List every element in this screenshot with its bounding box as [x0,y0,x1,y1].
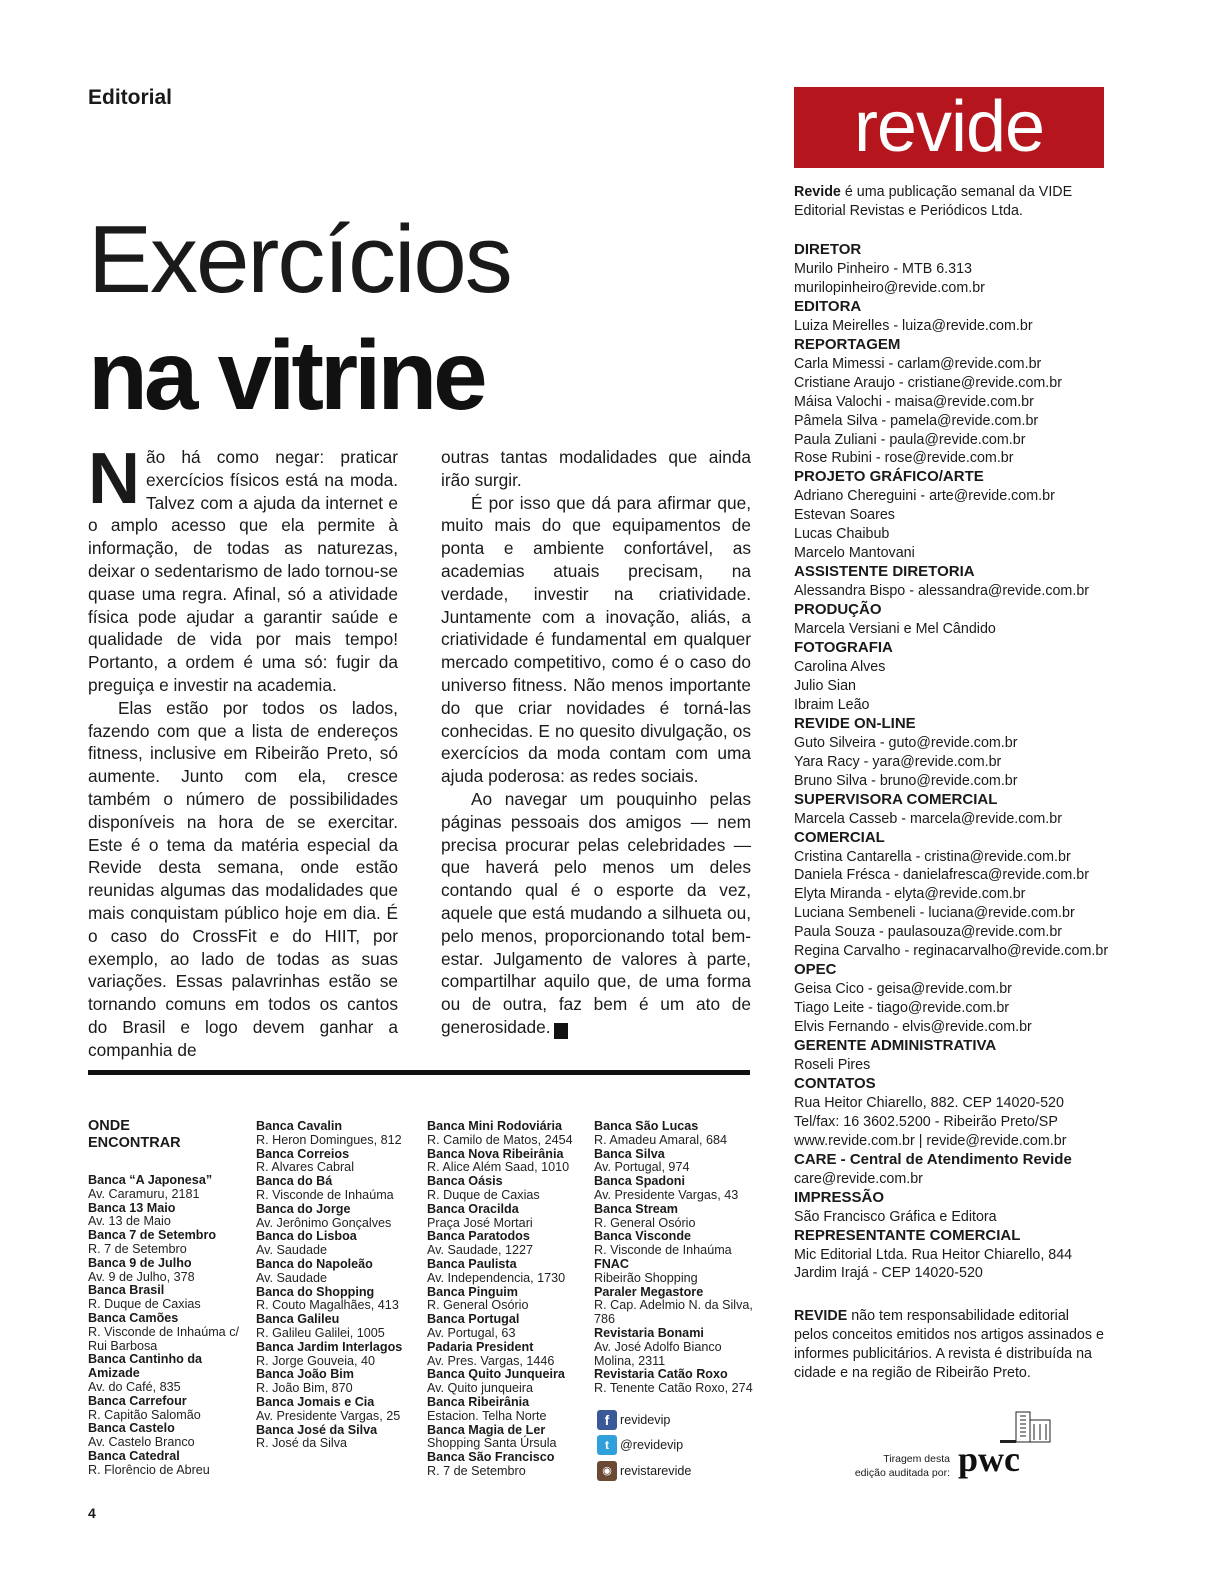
section-divider [88,1070,750,1075]
newsstand-item [88,1422,248,1450]
credit-heading: IMPRESSÃO [794,1188,885,1206]
newsstand-item [427,1120,592,1148]
newsstand-name: Banca Paulista [427,1256,517,1271]
newsstand-item [427,1396,592,1424]
newsstand-name: Banca Brasil [88,1283,165,1298]
newsstand-address: R. Duque de Caxias [427,1187,540,1202]
newsstand-item [594,1230,754,1258]
newsstand-name: Banca “A Japonesa” [88,1173,213,1187]
credit-heading: OPEC [794,961,837,979]
disclaimer-text: não tem responsabilidade editorial pelos conceitos emitidos nos artigos assinados e informes publicitários. A revista é distribuída na cidade e na região de Ribeirão Preto. [794,1308,1104,1381]
newsstand-item [256,1120,416,1148]
newsstand-item [427,1203,592,1231]
article-column-2 [441,446,751,1039]
section-label: Editorial [88,86,173,109]
newsstand-address: Praça José Mortari [427,1215,533,1230]
newsstand-name: Paraler Megastore [594,1284,704,1299]
newsstand-name: Banca São Lucas [594,1119,699,1133]
credit-line: Tiago Leite - tiago@revide.com.br [794,1000,1010,1017]
newsstand-address: Av. Castelo Branco [88,1435,195,1450]
newsstand-name: Banca Portugal [427,1312,520,1327]
newsstand-address: Av. 13 de Maio [88,1214,171,1229]
credit-heading: EDITORA [794,297,862,315]
newsstand-item [256,1368,416,1396]
newsstand-address: Av. José Adolfo Bianco Molina, 2311 [594,1339,722,1368]
newsstand-name: Padaria President [427,1339,534,1354]
newsstand-item [88,1229,248,1257]
credit-line: Rose Rubini - rose@revide.com.br [794,450,1014,467]
newsstand-address: Av. Quito junqueira [427,1381,533,1396]
article-paragraph [88,439,398,697]
newsstand-item [427,1286,592,1314]
newsstand-address: R. Alvares Cabral [256,1160,354,1175]
credit-line: care@revide.com.br [794,1170,923,1187]
newsstand-item [88,1395,248,1423]
credit-line: Murilo Pinheiro - MTB 6.313 [794,260,972,277]
credit-line: Alessandra Bispo - alessandra@revide.com.br [794,583,1090,600]
intro-text: é uma publicação semanal da VIDE Editorial Revistas e Periódicos Ltda. [794,184,1073,219]
newsstand-name: Banca 13 Maio [88,1200,176,1215]
credit-line: Elvis Fernando - elvis@revide.com.br [794,1019,1032,1036]
credit-line: Carla Mimessi - carlam@revide.com.br [794,355,1042,372]
newsstand-address: R. Amadeu Amaral, 684 [594,1132,728,1147]
newsstand-name: Banca José da Silva [256,1422,378,1437]
newsstand-item [427,1175,592,1203]
newsstand-address: R. José da Silva [256,1436,347,1451]
credit-line: Marcela Casseb - marcela@revide.com.br [794,810,1062,827]
newsstand-address: R. Galileu Galilei, 1005 [256,1325,385,1340]
newsstand-item [88,1450,248,1478]
newsstand-address: R. Couto Magalhães, 413 [256,1298,399,1313]
facebook-link[interactable] [597,1410,670,1430]
credit-line: Luiza Meirelles - luiza@revide.com.br [794,317,1033,334]
newsstand-item [88,1353,248,1394]
credit-line: Paula Zuliani - paula@revide.com.br [794,431,1026,448]
newsstand-name: Banca Stream [594,1201,678,1216]
credit-line: Marcelo Mantovani [794,545,915,562]
newsstand-name: Banca do Jorge [256,1201,351,1216]
newsstand-address: R. Jorge Gouveia, 40 [256,1353,376,1368]
newsstand-address: Av. Caramuru, 2181 [88,1186,200,1201]
newsstand-name: Banca 9 de Julho [88,1255,192,1270]
newsstand-item [88,1284,248,1312]
twitter-icon: t [597,1435,617,1455]
newsstand-name: Banca Visconde [594,1229,692,1244]
credit-line: Cristiane Araujo - cristiane@revide.com.br [794,374,1062,391]
disclaimer-brand: REVIDE [794,1308,848,1324]
headline-line-1: Exercícios [88,206,511,313]
newsstand-address: R. Tenente Catão Roxo, 274 [594,1381,753,1396]
newsstand-name: Banca Carrefour [88,1393,187,1408]
newsstand-address: Av. 9 de Julho, 378 [88,1269,195,1284]
newsstand-name: Banca Magia de Ler [427,1422,546,1437]
article-paragraph: Elas estão por todos os lados, fazendo com que a lista de endereços fitness, inclusive em Ribeirão Preto, só aumente. Junto com ela, cresce também o número de possibilidades disponíveis na hora de se exercitar. Este é o tema da matéria especial da Revide desta semana, onde estão reunidas algumas das modalidades que mais conquistam público hoje em dia. É o caso do CrossFit e do HIIT, por exemplo, ao lado de todas as suas variações. Essas palavrinhas estão se tornando comuns em todos os cantos do Brasil e logo devem ganhar a companhia de [88,697,398,1060]
newsstand-item [427,1424,592,1452]
newsstand-item [88,1202,248,1230]
heading-line: ONDE [88,1118,130,1134]
newsstand-item [594,1203,754,1231]
newsstand-item [88,1257,248,1285]
newsstand-address: R. Capitão Salomão [88,1407,201,1422]
article-paragraph: outras tantas modalidades que ainda irão surgir. [441,447,751,490]
credit-line: Mic Editorial Ltda. Rua Heitor Chiarello, 844 [794,1246,1073,1263]
newsstand-address: Av. Portugal, 63 [427,1325,516,1340]
newsstand-address: Ribeirão Shopping [594,1270,698,1285]
newsstand-address: Av. Presidente Vargas, 43 [594,1187,739,1202]
credit-line: Yara Racy - yara@revide.com.br [794,753,1002,770]
newsstand-name: Revistaria Catão Roxo [594,1367,728,1382]
credit-line: Daniela Frésca - danielafresca@revide.com.br [794,867,1090,884]
newsstand-name: Banca Ribeirânia [427,1394,530,1409]
credit-line: Cristina Cantarella - cristina@revide.com.br [794,848,1071,865]
newsstand-item [256,1286,416,1314]
newsstand-item [88,1312,248,1353]
newsstand-address: Av. Saudade, 1227 [427,1243,533,1258]
credit-heading: SUPERVISORA COMERCIAL [794,790,998,808]
credit-line: Bruno Silva - bruno@revide.com.br [794,772,1018,789]
drop-cap: N [88,439,140,519]
twitter-link[interactable] [597,1435,683,1455]
newsstand-name: Banca Oásis [427,1174,503,1189]
newsstand-item [256,1424,416,1452]
credit-heading: REPRESENTANTE COMERCIAL [794,1226,1021,1244]
credit-heading: CONTATOS [794,1074,876,1092]
credit-line: São Francisco Gráfica e Editora [794,1208,997,1225]
newsstand-address: R. Heron Domingues, 812 [256,1132,402,1147]
disclaimer [794,1307,1106,1383]
newsstand-name: Banca do Shopping [256,1284,375,1299]
newsstand-name: Banca do Napoleão [256,1256,373,1271]
credit-heading: PROJETO GRÁFICO/ARTE [794,468,984,486]
newsstand-address: Av. Jerônimo Gonçalves [256,1215,392,1230]
newsstand-item [594,1327,754,1368]
paragraph-text: ão há como negar: praticar exercícios físicos está na moda. Talvez com a ajuda da internet e o amplo acesso que ela permite à informação, de todas as naturezas, deixar o sedentarismo de lado tornou-se quase uma regra. Afinal, só a atividade física pode ajudar a garantir saúde e qualidade de vida por mais tempo! Portanto, a ordem é uma só: fugir da preguiça e investir na academia. [88,447,398,695]
newsstand-name: Banca Quito Junqueira [427,1367,565,1382]
newsstand-name: Banca João Bim [256,1367,354,1382]
newsstand-address: Av. Presidente Vargas, 25 [256,1408,401,1423]
newsstand-address: R. 7 de Setembro [88,1241,187,1256]
where-to-find-heading [88,1118,181,1152]
credit-heading: REPORTAGEM [794,335,901,353]
credit-line: Jardim Irajá - CEP 14020-520 [794,1265,983,1282]
audit-line: edição auditada por: [854,1467,950,1479]
newsstand-list-4 [594,1120,754,1396]
newsstand-name: Banca do Bá [256,1174,333,1189]
heading-line: ENCONTRAR [88,1135,181,1151]
credit-line: Pâmela Silva - pamela@revide.com.br [794,412,1039,429]
newsstand-item [427,1451,592,1479]
newsstand-address: R. 7 de Setembro [427,1463,526,1478]
credit-line: Geisa Cico - geisa@revide.com.br [794,981,1012,998]
end-mark-icon: r [554,1023,568,1039]
pwc-logo [956,1410,1056,1485]
newsstand-item [427,1368,592,1396]
newsstand-name: Banca Cantinho da Amizade [88,1352,203,1381]
credit-line: Ibraim Leão [794,696,870,713]
credit-line: Guto Silveira - guto@revide.com.br [794,734,1018,751]
newsstand-name: Banca Silva [594,1146,665,1161]
newsstand-item [427,1230,592,1258]
credit-heading: GERENTE ADMINISTRATIVA [794,1037,997,1055]
newsstand-address: R. Alice Além Saad, 1010 [427,1160,570,1175]
newsstand-item [427,1341,592,1369]
newsstand-name: Banca Mini Rodoviária [427,1119,563,1133]
facebook-handle: revidevip [620,1413,671,1427]
newsstand-name: Banca Cavalin [256,1119,343,1133]
newsstand-item [594,1148,754,1176]
newsstand-item [256,1258,416,1286]
newsstand-list-3 [427,1120,592,1479]
newsstand-item [256,1148,416,1176]
newsstand-address: R. Visconde de Inhaúma [594,1243,732,1258]
credit-line: www.revide.com.br | revide@revide.com.br [794,1132,1067,1149]
newsstand-address: R. Florêncio de Abreu [88,1462,210,1477]
newsstand-item [256,1175,416,1203]
pwc-wordmark: pwc [958,1439,1020,1479]
credit-heading: REVIDE ON-LINE [794,714,916,732]
newsstand-name: FNAC [594,1256,629,1271]
newsstand-name: Revistaria Bonami [594,1325,704,1340]
credit-heading: FOTOGRAFIA [794,639,893,657]
credit-line: Julio Sian [794,677,856,694]
facebook-icon: f [597,1410,617,1430]
newsstand-name: Banca Camões [88,1310,179,1325]
article-column-1 [88,439,398,1062]
instagram-handle: revistarevide [620,1464,692,1478]
newsstand-item [256,1396,416,1424]
newsstand-address: R. Duque de Caxias [88,1297,201,1312]
newsstand-item [594,1120,754,1148]
newsstand-name: Banca Jomais e Cia [256,1394,375,1409]
newsstand-name: Banca São Francisco [427,1450,555,1465]
newsstand-item [256,1313,416,1341]
credit-line: Máisa Valochi - maisa@revide.com.br [794,393,1034,410]
revide-logo [794,87,1104,168]
newsstand-address: R. Camilo de Matos, 2454 [427,1132,573,1147]
paragraph-text: Ao navegar um pouquinho pelas páginas pessoais dos amigos — nem precisa procurar pelas celebridades — que haverá pelo menos um deles contando qual é o esporte da vez, aquele que está mudando a silhueta ou, pelo menos, proporcionando total bem-estar. Julgamento de valores à parte, compartilhar aquilo que, de uma forma ou de outra, faz bem é um ato de generosidade. [441,788,751,1037]
credit-line: Marcela Versiani e Mel Cândido [794,621,996,638]
newsstand-item [594,1175,754,1203]
newsstand-address: Av. Saudade [256,1270,327,1285]
newsstand-address: Av. Saudade [256,1243,327,1258]
newsstand-address: Av. do Café, 835 [88,1379,181,1394]
credit-line: Luciana Sembeneli - luciana@revide.com.br [794,905,1075,922]
newsstand-address: Av. Portugal, 974 [594,1160,690,1175]
newsstand-name: Banca do Lisboa [256,1229,357,1244]
credit-line: Regina Carvalho - reginacarvalho@revide.com.br [794,943,1109,960]
credit-line: Paula Souza - paulasouza@revide.com.br [794,924,1063,941]
credit-line: Roseli Pires [794,1056,871,1073]
newsstand-list-2 [256,1120,416,1451]
credit-line: Lucas Chaibub [794,526,890,543]
newsstand-address: R. Cap. Adelmio N. da Silva, 786 [594,1298,753,1327]
newsstand-name: Banca Castelo [88,1421,175,1436]
newsstand-address: Av. Pres. Vargas, 1446 [427,1353,555,1368]
credit-heading: DIRETOR [794,241,862,258]
newsstand-address: R. Visconde de Inhaúma [256,1187,394,1202]
credit-heading: ASSISTENTE DIRETORIA [794,563,975,581]
credit-line: murilopinheiro@revide.com.br [794,279,985,296]
newsstand-item [256,1341,416,1369]
credit-line: Estevan Soares [794,507,895,524]
newsstand-address: R. João Bim, 870 [256,1381,353,1396]
newsstand-list-1 [88,1174,248,1478]
newsstand-item [594,1368,754,1396]
audit-note [848,1452,950,1480]
newsstand-name: Banca Pinguim [427,1284,518,1299]
newsstand-item [594,1286,754,1327]
article-paragraph: É por isso que dá para afirmar que, muito mais do que equipamentos de ponta e ambiente confortável, as academias atuais precisam, na verdade, investir na criatividade. Juntamente com a inovação, aliás, a criatividade é fundamental em qualquer mercado competitivo, como é o caso do universo fitness. Não menos importante do que criar novidades é torná-las conhecidas. E no quesito divulgação, os exercícios da moda contam com uma ajuda poderosa: as redes sociais. [441,492,751,787]
newsstand-address: Estacion. Telha Norte [427,1408,547,1423]
newsstand-address: R. Visconde de Inhaúma c/ Rui Barbosa [88,1324,239,1353]
newsstand-address: Shopping Santa Úrsula [427,1436,557,1451]
instagram-link[interactable] [597,1461,691,1481]
newsstand-item [594,1258,754,1286]
newsstand-name: Banca Catedral [88,1448,180,1463]
credit-line: Carolina Alves [794,658,886,675]
page-number: 4 [88,1505,96,1521]
newsstand-name: Banca Galileu [256,1312,340,1327]
credit-heading: COMERCIAL [794,828,885,846]
headline-line-2: na vitrine [88,320,484,430]
credit-heading: CARE - Central de Atendimento Revide [794,1150,1072,1168]
newsstand-item [427,1258,592,1286]
audit-line: Tiragem desta [883,1453,950,1465]
credit-heading: PRODUÇÃO [794,601,882,619]
logo-wordmark: revide [853,87,1045,167]
newsstand-address: Av. Independencia, 1730 [427,1270,566,1285]
twitter-handle: @revidevip [620,1438,684,1452]
newsstand-address: R. General Osório [594,1215,696,1230]
newsstand-address: R. General Osório [427,1298,529,1313]
newsstand-item [88,1174,248,1202]
staff-credits [794,241,1114,1283]
newsstand-name: Banca Paratodos [427,1229,530,1244]
publication-intro [794,183,1106,221]
newsstand-name: Banca Spadoni [594,1174,685,1189]
newsstand-name: Banca 7 de Setembro [88,1228,217,1243]
credit-line: Rua Heitor Chiarello, 882. CEP 14020-520 [794,1094,1064,1111]
article-paragraph [441,788,751,1039]
newsstand-item [427,1313,592,1341]
credit-line: Elyta Miranda - elyta@revide.com.br [794,886,1026,903]
newsstand-item [427,1148,592,1176]
newsstand-item [256,1230,416,1258]
credit-line: Adriano Chereguini - arte@revide.com.br [794,488,1055,505]
newsstand-name: Banca Jardim Interlagos [256,1339,403,1354]
newsstand-name: Banca Nova Ribeirânia [427,1146,564,1161]
newsstand-name: Banca Oracilda [427,1201,519,1216]
newsstand-item [256,1203,416,1231]
instagram-icon: ◉ [597,1461,617,1481]
intro-brand: Revide [794,184,841,200]
newsstand-name: Banca Correios [256,1146,350,1161]
credit-line: Tel/fax: 16 3602.5200 - Ribeirão Preto/SP [794,1113,1058,1130]
